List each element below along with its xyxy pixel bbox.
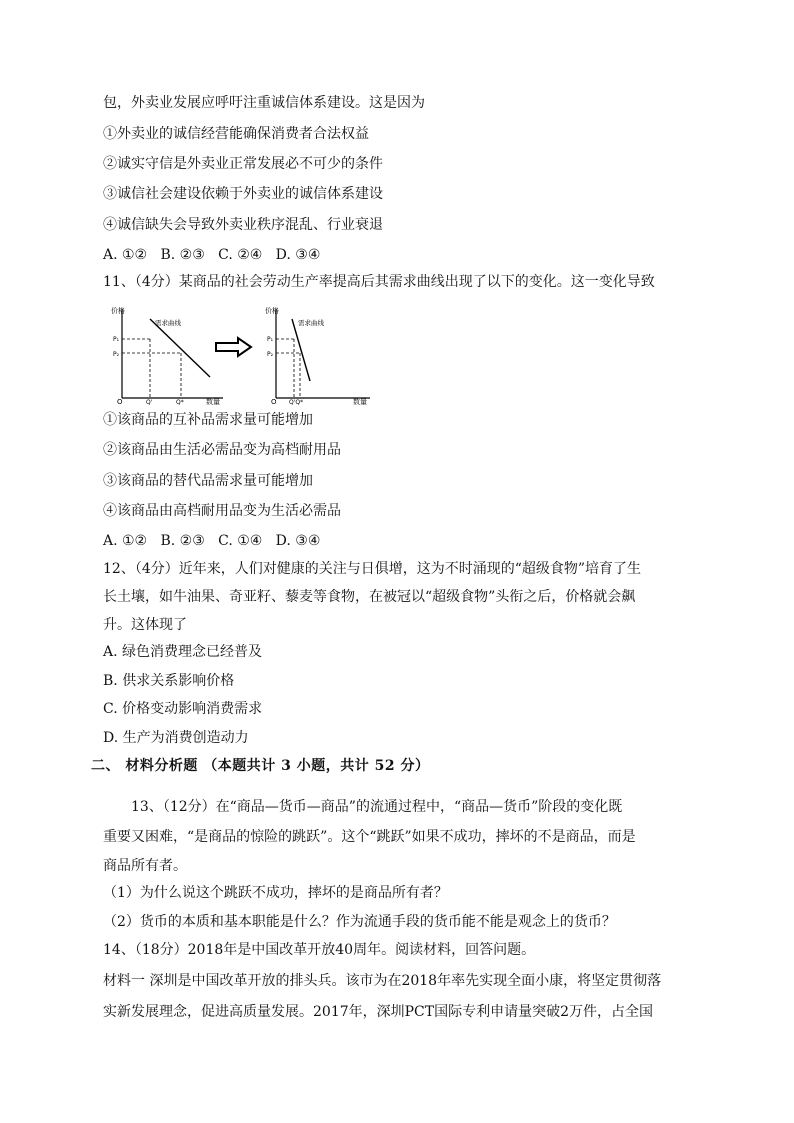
demand-graph-before xyxy=(108,303,226,405)
x-axis-label: 数量 xyxy=(206,398,220,405)
q10-option-4: ④诚信缺失会导致外卖业秩序混乱、行业衰退 xyxy=(103,217,383,233)
p1-label: P₁ xyxy=(267,336,274,343)
q10-option-2: ②诚实守信是外卖业正常发展必不可少的条件 xyxy=(103,156,383,172)
demand-curve xyxy=(150,319,210,377)
q10-stem-tail: 包，外卖业发展应呼吁注重诚信体系建设。这是因为 xyxy=(103,95,425,111)
curve-label: 需求曲线 xyxy=(298,319,324,327)
q13-sub-question-2: （2）货币的本质和基本职能是什么？作为流通手段的货币能不能是观念上的货币？ xyxy=(103,914,616,930)
q10-option-1: ①外卖业的诚信经营能确保消费者合法权益 xyxy=(103,126,369,142)
q11-option-3: ③该商品的替代品需求量可能增加 xyxy=(103,473,313,489)
origin-label: O xyxy=(117,398,123,405)
q12-option-c: C. 价格变动影响消费需求 xyxy=(103,701,263,717)
q13-stem-line-2: 重要又困难，“是商品的惊险的跳跃”。这个“跳跃”如果不成功，摔坏的不是商品，而是 xyxy=(103,829,636,845)
q11-answers: A. ①② B. ②③ C. ①④ D. ③④ xyxy=(103,533,321,549)
section-heading: 二、 材料分析题 （本题共计 3 小题，共计 52 分） xyxy=(91,758,430,774)
q12-option-b: B. 供求关系影响价格 xyxy=(103,673,235,689)
q10-option-3: ③诚信社会建设依赖于外卖业的诚信体系建设 xyxy=(103,186,383,202)
x-axis-label: 数量 xyxy=(353,398,367,405)
q11-option-1: ①该商品的互补品需求量可能增加 xyxy=(103,412,313,428)
p1-label: P₁ xyxy=(113,336,120,343)
q14-material-line-2: 实新发展理念，促进高质量发展。2017年，深圳PCT国际专利申请量突破2万件，占全国 xyxy=(103,1004,654,1020)
q11-option-2: ②该商品由生活必需品变为高档耐用品 xyxy=(103,442,341,458)
q13-stem-line-1: 13、（12分）在“商品—货币—商品”的流通过程中，“商品—货币”阶段的变化既 xyxy=(131,799,623,815)
q13-sub-question-1: （1）为什么说这个跳跃不成功，摔坏的是商品所有者？ xyxy=(103,885,448,901)
p2-label: P₂ xyxy=(267,351,274,358)
q10-answers: A. ①② B. ②③ C. ②④ D. ③④ xyxy=(103,247,321,263)
q14-stem: 14、（18分）2018年是中国改革开放40周年。阅读材料，回答问题。 xyxy=(103,942,536,958)
curve-label: 需求曲线 xyxy=(155,319,181,327)
y-axis-label: 价格 xyxy=(265,307,279,315)
q-labels: Q'Q* xyxy=(289,399,304,405)
demand-graph-after xyxy=(262,303,374,405)
y-axis-label: 价格 xyxy=(111,307,125,315)
q13-stem-line-3: 商品所有者。 xyxy=(103,858,187,874)
q14-material-line-1: 材料一 深圳是中国改革开放的排头兵。该市为在2018年率先实现全面小康，将坚定贯彻落 xyxy=(103,973,662,989)
q12-stem-line-1: 12、（4分）近年来，人们对健康的关注与日俱增，这为不时涌现的“超级食物”培育了生 xyxy=(103,561,642,577)
q12-stem-line-3: 升。这体现了 xyxy=(103,617,187,633)
q12-option-a: A. 绿色消费理念已经普及 xyxy=(103,644,263,660)
q11-option-4: ④该商品由高档耐用品变为生活必需品 xyxy=(103,503,341,519)
p2-label: P₂ xyxy=(113,351,120,358)
arrow-icon xyxy=(214,336,254,358)
demand-curve xyxy=(292,319,310,381)
q2-label: Q* xyxy=(176,399,184,405)
q12-option-d: D. 生产为消费创造动力 xyxy=(103,730,249,746)
q12-stem-line-2: 长土壤，如牛油果、奇亚籽、藜麦等食物，在被冠以“超级食物”头衔之后，价格就会飙 xyxy=(103,589,636,605)
q1-label: Q' xyxy=(146,399,153,405)
q11-stem: 11、（4分）某商品的社会劳动生产率提高后其需求曲线出现了以下的变化。这一变化导致 xyxy=(103,274,655,290)
origin-label: O xyxy=(271,398,277,405)
